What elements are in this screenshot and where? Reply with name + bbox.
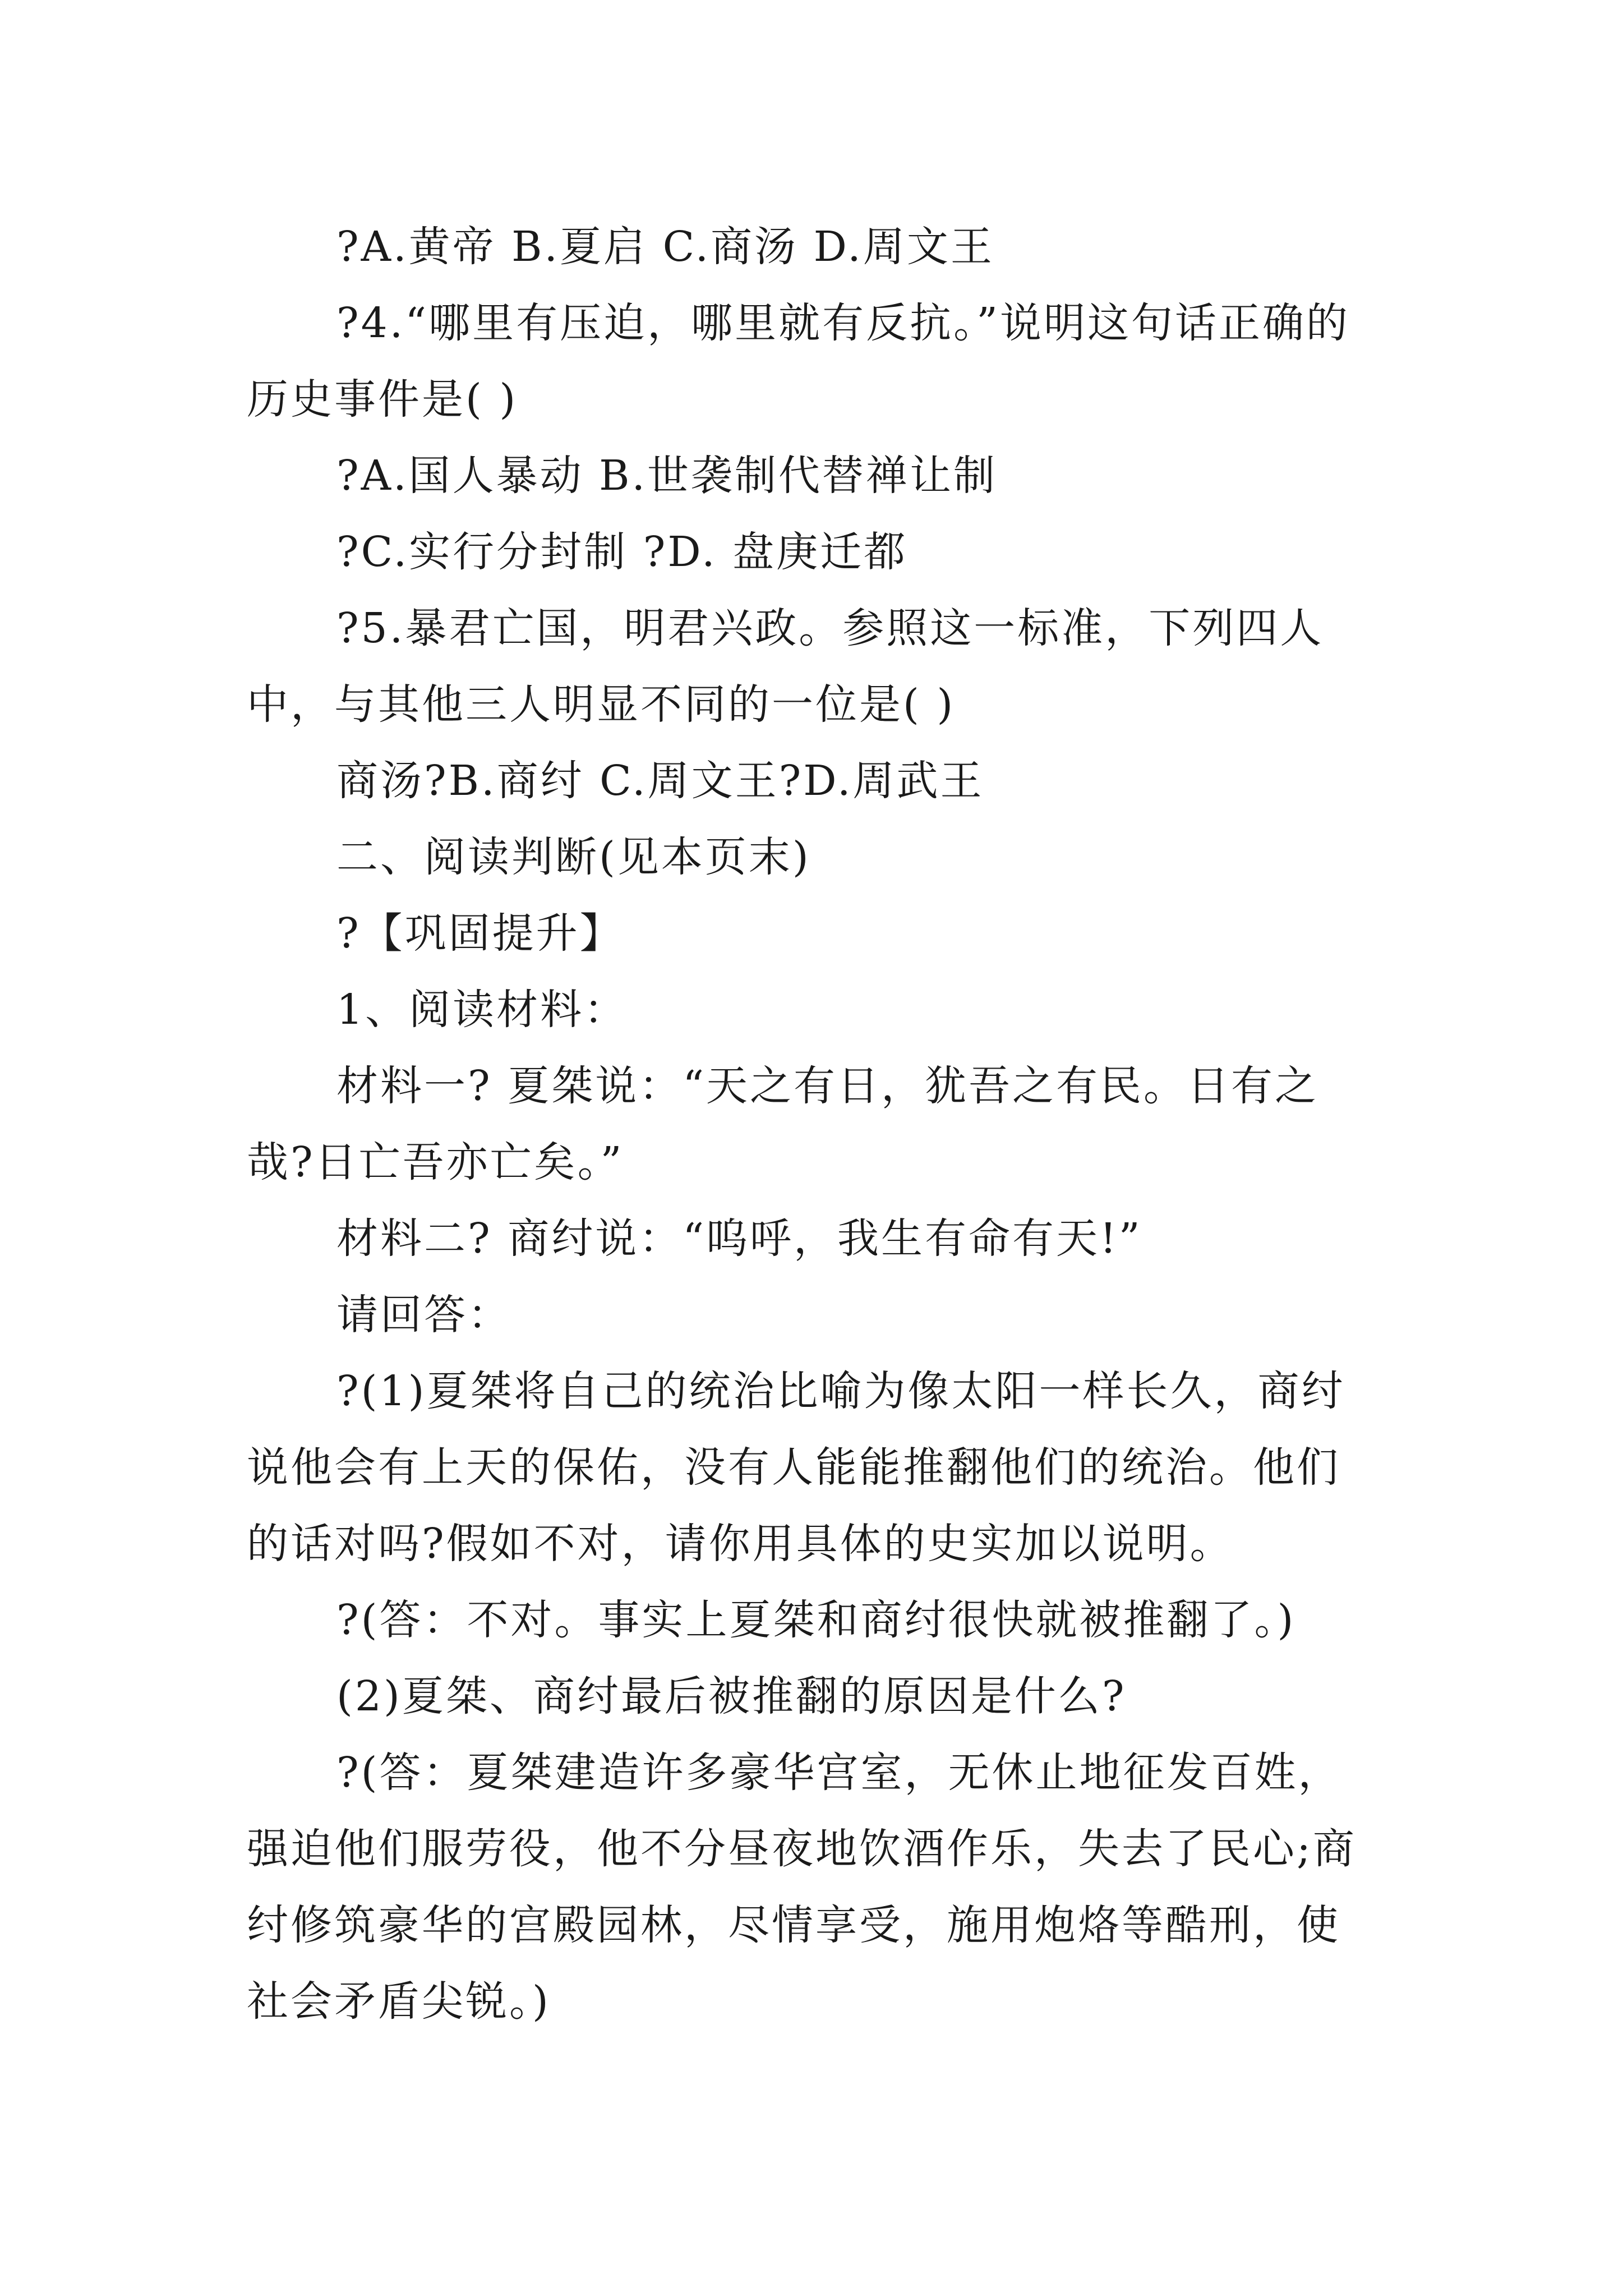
answer-2: ?(答：夏桀建造许多豪华宫室，无休止地征发百姓，强迫他们服劳役，他不分昼夜地饮酒作乐，失去了民心;商纣修筑豪华的宫殿园林，尽情享受，施用炮烙等酷刑，使社会矛盾尖锐。) — [247, 1749, 1357, 2026]
paragraph-q3-options: ?A.黄帝 B.夏启 C.商汤 D.周文王 — [336, 223, 994, 271]
section-heading-consolidate: ?【巩固提升】 — [336, 909, 624, 958]
paragraph-q5-question: ?5.暴君亡国，明君兴政。参照这一标准，下列四人中，与其他三人明显不同的一位是( ) — [247, 604, 1324, 729]
sub-question-2: (2)夏桀、商纣最后被推翻的原因是什么? — [336, 1672, 1127, 1720]
answer-1: ?(答：不对。事实上夏桀和商纣很快就被推翻了。) — [336, 1596, 1296, 1644]
material-one: 材料一? 夏桀说：“天之有日，犹吾之有民。日有之哉?日亡吾亦亡矣。” — [247, 1062, 1319, 1186]
document-body — [247, 209, 1382, 2040]
paragraph-q4-options-cd: ?C.实行分封制 ?D. 盘庚迁都 — [336, 528, 908, 576]
section-heading-reading: 二、阅读判断(见本页末) — [336, 833, 811, 881]
paragraph-q4-question: ?4.“哪里有压迫，哪里就有反抗。”说明这句话正确的历史事件是( ) — [247, 299, 1350, 424]
material-two: 材料二? 商纣说：“呜呼，我生有命有天!” — [336, 1214, 1142, 1263]
paragraph-q5-options: 商汤?B.商纣 C.周文王?D.周武王 — [336, 757, 984, 805]
sub-question-1: ?(1)夏桀将自己的统治比喻为像太阳一样长久，商纣说他会有上天的保佑，没有人能能推翻他们的统治。他们的话对吗?假如不对，请你用具体的史实加以说明。 — [247, 1367, 1345, 1568]
paragraph-q4-options-ab: ?A.国人暴动 B.世袭制代替禅让制 — [336, 452, 998, 500]
reading-material-heading: 1、阅读材料： — [336, 986, 628, 1034]
please-answer: 请回答： — [336, 1291, 511, 1339]
